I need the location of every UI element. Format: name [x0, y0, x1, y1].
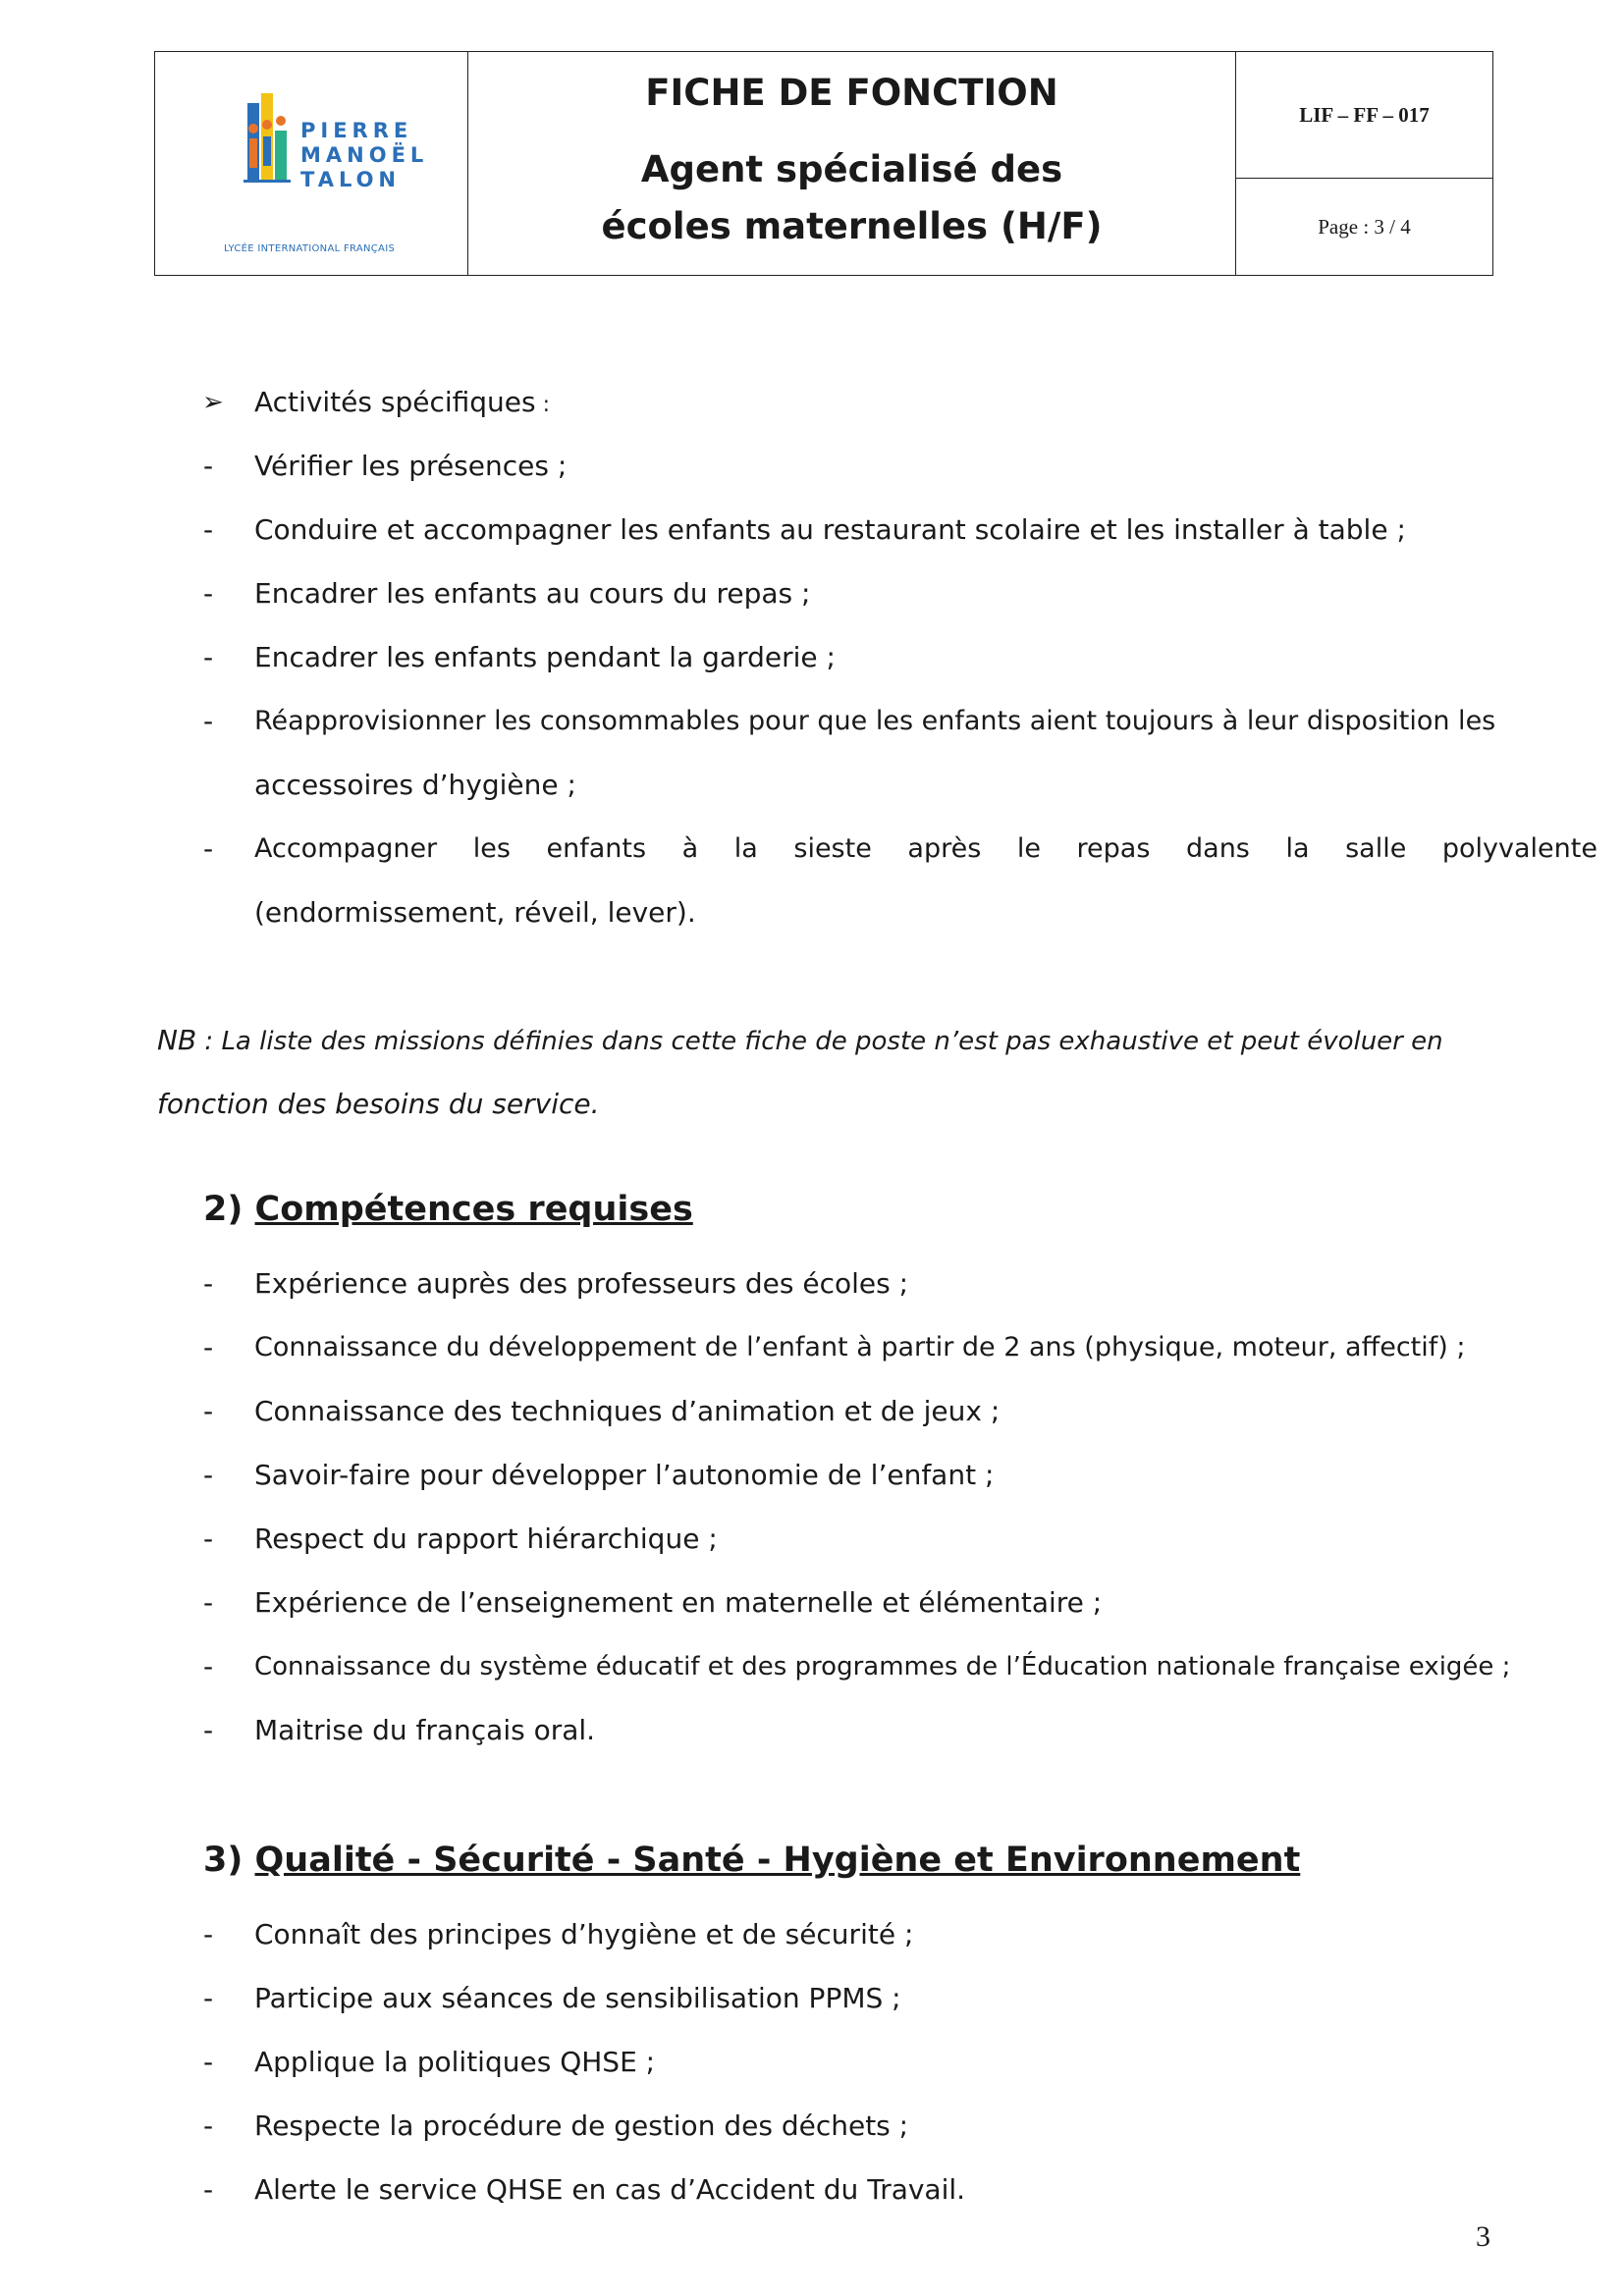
list-dash: - [203, 1918, 214, 1950]
list-dash: - [203, 1982, 214, 2014]
logo-name-line: MANOËL [300, 143, 429, 167]
document-header [154, 51, 1493, 276]
section-title: Qualité - Sécurité - Santé - Hygiène et Environnement [254, 1841, 1301, 1880]
list-item: Participe aux séances de sensibilisation PPMS ; [254, 1982, 901, 2014]
list-item: Réapprovisionner les consommables pour que les enfants aient toujours à leur disposition les [254, 706, 1496, 736]
list-dash: - [203, 450, 214, 482]
document-subtitle: Agent spécialisé des écoles maternelles (H/F) [601, 148, 1103, 247]
nb-label: NB [157, 1024, 197, 1056]
list-item: Expérience auprès des professeurs des écoles ; [254, 1267, 909, 1300]
list-dash: - [203, 641, 214, 673]
activities-heading-suffix: : [535, 393, 550, 417]
list-dash: - [203, 1586, 214, 1619]
list-item: Respecte la procédure de gestion des déchets ; [254, 2109, 909, 2142]
list-dash: - [203, 1650, 214, 1682]
list-dash: - [203, 2109, 214, 2142]
list-dash: - [203, 832, 214, 865]
list-item: Applique la politiques QHSE ; [254, 2046, 656, 2078]
list-dash: - [203, 1459, 214, 1491]
list-dash: - [203, 1714, 214, 1746]
logo-name [300, 119, 428, 192]
nb-note [157, 1023, 1443, 1059]
list-dash: - [203, 705, 214, 737]
nb-text: : La liste des missions définies dans cette fiche de poste n’est pas exhaustive et peut évoluer en [196, 1027, 1443, 1056]
list-dash: - [203, 2046, 214, 2078]
list-item: Connaissance des techniques d’animation et de jeux ; [254, 1395, 1001, 1427]
logo-name-line: TALON [300, 168, 402, 191]
school-logo-icon [226, 81, 304, 199]
list-item-continuation: accessoires d’hygiène ; [254, 769, 576, 801]
logo-cell [155, 52, 468, 275]
meta-cell [1236, 52, 1492, 275]
section-title: Compétences requises [254, 1190, 693, 1229]
section-heading-qhse [203, 1839, 1300, 1882]
logo-tagline: LYCÉE INTERNATIONAL FRANÇAIS [224, 243, 396, 254]
activities-heading [254, 385, 550, 423]
section-number: 2) [203, 1190, 244, 1229]
list-item: Encadrer les enfants au cours du repas ; [254, 577, 811, 610]
list-item: Connaît des principes d’hygiène et de sécurité ; [254, 1918, 914, 1950]
list-item: Connaissance du système éducatif et des programmes de l’Éducation nationale française exigée ; [254, 1652, 1511, 1682]
list-item: Savoir-faire pour développer l’autonomie de l’enfant ; [254, 1459, 995, 1491]
document-title: FICHE DE FONCTION [645, 72, 1058, 114]
list-dash: - [203, 2173, 214, 2206]
nb-note-continuation: fonction des besoins du service. [157, 1088, 600, 1120]
list-item: Vérifier les présences ; [254, 450, 568, 482]
list-item: Conduire et accompagner les enfants au restaurant scolaire et les installer à table ; [254, 513, 1406, 546]
list-item: Connaissance du développement de l’enfant à partir de 2 ans (physique, moteur, affectif) ; [254, 1332, 1466, 1362]
footer-page-number: 3 [1476, 2220, 1490, 2253]
section-number: 3) [203, 1841, 244, 1880]
list-dash: - [203, 1267, 214, 1300]
section-heading-competences [203, 1188, 693, 1231]
document-reference: LIF – FF – 017 [1236, 52, 1492, 179]
list-item: Maitrise du français oral. [254, 1714, 596, 1746]
list-item: Accompagner les enfants à la sieste après le repas dans la salle polyvalente [254, 833, 1597, 864]
list-dash: - [203, 513, 214, 546]
activities-heading-text: Activités spécifiques [254, 386, 536, 418]
list-dash: - [203, 577, 214, 610]
list-dash: - [203, 1522, 214, 1555]
list-dash: - [203, 1395, 214, 1427]
page-indicator: Page : 3 / 4 [1318, 214, 1411, 239]
list-item: Encadrer les enfants pendant la garderie ; [254, 641, 836, 673]
title-cell [468, 52, 1236, 275]
logo-name-line: PIERRE [300, 119, 413, 142]
list-item: Respect du rapport hiérarchique ; [254, 1522, 718, 1555]
list-dash: - [203, 1331, 214, 1363]
list-item: Alerte le service QHSE en cas d’Accident du Travail. [254, 2173, 966, 2206]
list-item-continuation: (endormissement, réveil, lever). [254, 896, 696, 929]
list-item: Expérience de l’enseignement en maternelle et élémentaire ; [254, 1586, 1103, 1619]
arrow-bullet-icon: ➢ [202, 388, 224, 417]
